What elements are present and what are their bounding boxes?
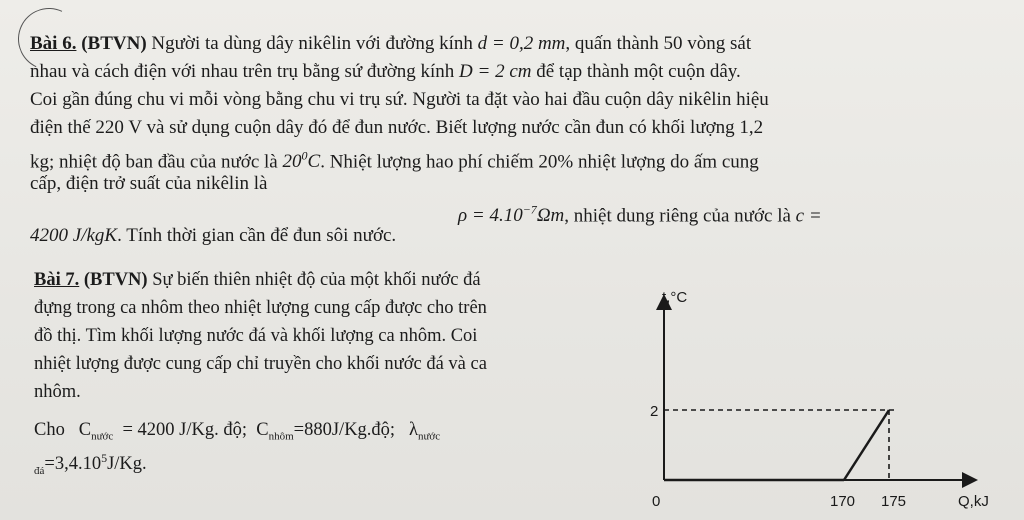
p7-given-cho: Cho xyxy=(34,420,65,440)
p6-line-4: điện thế 220 V và sử dụng cuộn dây đó để đun nước. Biết lượng nước cần đun có khối lượng 1,2 xyxy=(30,117,764,138)
p7-lambda-sub: nước xyxy=(417,430,441,443)
p6-line-6b xyxy=(458,198,822,228)
p6-D-expr: D = 2 cm xyxy=(459,61,532,82)
p7-lambda-sub2: đá xyxy=(34,464,45,477)
p7-cw-val: = 4200 J/Kg. độ; xyxy=(122,420,248,440)
p6-text-6b: , nhiệt dung riêng của nước là xyxy=(564,205,791,227)
p7-cw-sym: C xyxy=(78,420,92,440)
x-tick-label-170: 170 xyxy=(830,493,856,510)
p6-t0-unit: C xyxy=(307,151,321,173)
p6-line-2 xyxy=(30,60,741,84)
p6-c-value: 4200 J/kgK xyxy=(30,225,118,246)
p7-cw-sub: nước xyxy=(91,430,114,443)
p7-lambda-val-b: J/Kg. xyxy=(107,454,147,475)
p6-text-5b: . Nhiệt lượng hao phí chiếm 20% nhiệt lượng do ấm cung xyxy=(320,151,759,173)
p7-line-3: đồ thị. Tìm khối lượng nước đá và khối lượng ca nhôm. Coi xyxy=(34,326,478,346)
p7-number: Bài 7. xyxy=(34,270,80,290)
p6-text-1: Người ta dùng dây nikêlin với đường kính xyxy=(151,33,473,54)
p6-t0-sup: 0 xyxy=(301,149,308,163)
temperature-heat-graph xyxy=(640,280,1010,516)
p6-text-2a: nhau và cách điện với nhau trên trụ bằng sứ đường kính xyxy=(30,61,455,82)
p6-line-6a: cấp, điện trở suất của nikêlin là xyxy=(30,173,268,194)
chart-marks xyxy=(650,403,906,510)
p6-c-expr: c = xyxy=(795,205,822,227)
p7-line-4: nhiệt lượng được cung cấp chỉ truyền cho khối nước đá và ca xyxy=(34,354,487,374)
p7-lambda-val-a: =3,4.10 xyxy=(44,454,102,475)
p6-line-3: Coi gần đúng chu vi mỗi vòng bằng chu vi trụ sứ. Người ta đặt vào hai đầu cuộn dây nikêlin hiệu xyxy=(30,89,769,110)
y-tick-label-2: 2 xyxy=(650,403,659,420)
p7-lambda-exp: 5 xyxy=(101,451,108,465)
p7-lambda-sym: λ xyxy=(408,420,418,440)
p7-cal-sym: C xyxy=(256,420,269,440)
p6-text-5a: kg; nhiệt độ ban đầu của nước là xyxy=(30,151,278,173)
p7-line-2: đựng trong ca nhôm theo nhiệt lượng cung cấp được cho trên xyxy=(34,298,487,318)
p7-line-5: nhôm. xyxy=(34,382,81,402)
p7-given-line xyxy=(34,418,440,449)
p7-text-1: Sự biến thiên nhiệt độ của một khối nước đá xyxy=(152,270,481,290)
p6-text-1b: , quấn thành 50 vòng sát xyxy=(565,33,752,54)
p6-tag: (BTVN) xyxy=(81,33,147,54)
x-tick-label-0: 0 xyxy=(652,493,661,510)
y-axis-label: t,°C xyxy=(662,289,688,306)
p6-text-7: . Tính thời gian cần để đun sôi nước. xyxy=(117,225,397,246)
p6-line-1 xyxy=(30,32,751,56)
p6-rho-exp: −7 xyxy=(522,203,537,217)
p7-line-1 xyxy=(34,268,481,292)
p6-rho-a: ρ = 4.10 xyxy=(458,205,523,227)
p6-line-7 xyxy=(30,224,396,248)
p7-cal-val: =880J/Kg.độ; xyxy=(293,420,396,440)
x-tick-label-175: 175 xyxy=(881,493,907,510)
p6-t0 xyxy=(283,151,321,172)
p6-text-2b: để tạp thành một cuộn dây. xyxy=(536,61,741,82)
x-axis-label: Q,kJ xyxy=(958,493,989,510)
p7-lambda-line xyxy=(34,446,147,483)
p6-rho xyxy=(458,205,564,226)
p6-t0-val: 20 xyxy=(282,151,302,173)
p6-line-5 xyxy=(30,144,759,174)
p7-cal-sub: nhôm xyxy=(268,430,294,443)
p6-rho-b: Ωm xyxy=(536,205,565,227)
p6-number: Bài 6. xyxy=(30,33,77,54)
p6-d-expr: d = 0,2 mm xyxy=(477,33,566,54)
p7-tag: (BTVN) xyxy=(83,270,148,290)
series-segment-rise xyxy=(844,410,889,480)
